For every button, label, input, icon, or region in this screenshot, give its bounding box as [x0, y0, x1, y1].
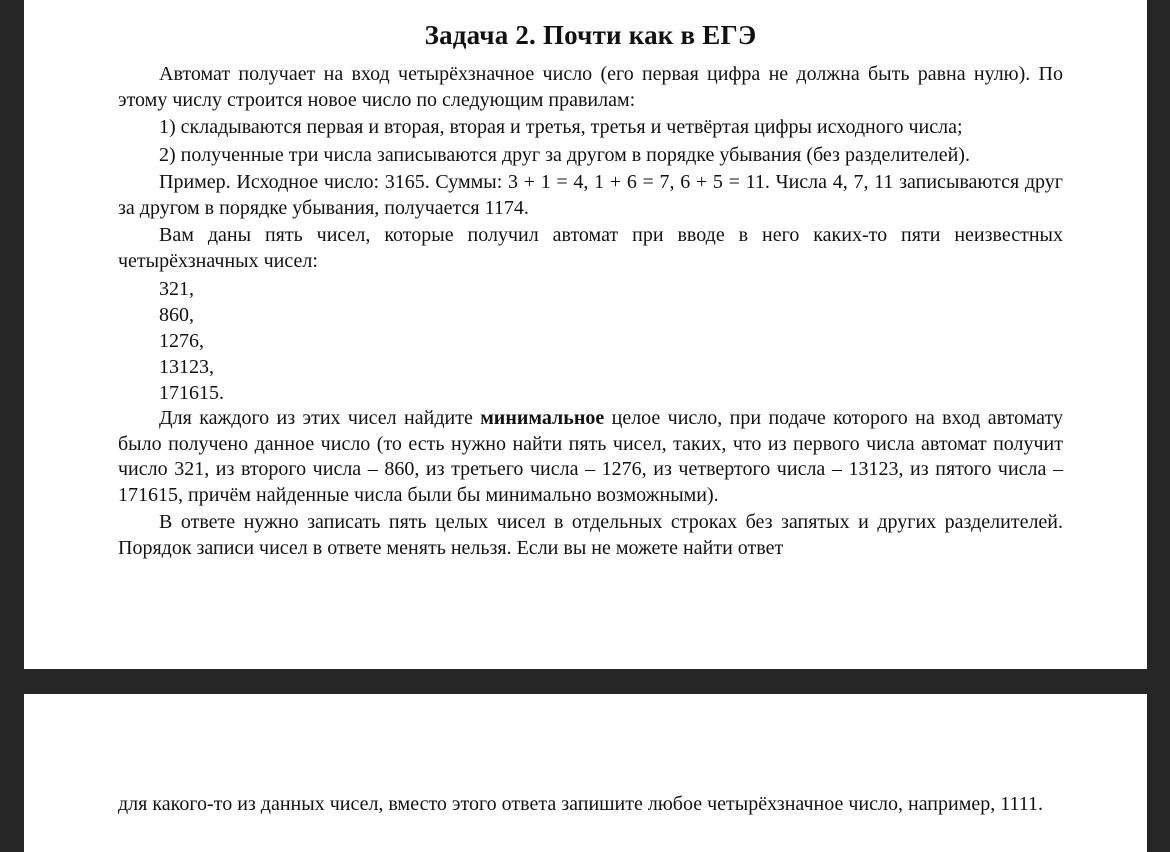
rule-2-paragraph: 2) полученные три числа записываются друг за другом в порядке убывания (без разделителей). [159, 143, 970, 166]
problem-title: Задача 2. Почти как в ЕГЭ [424, 20, 757, 50]
intro-paragraph: Автомат получает на вход четырёхзначное число (его первая цифра не должна быть равна нулю). По этому числу строится новое число по следующим правилам: [118, 63, 1063, 111]
page-1-content [118, 18, 1063, 563]
list-item: 171615. [159, 382, 224, 404]
task-text-end: целое число, при подаче которого на вход автомату было получено данное число (то есть нужно найти пять чисел, таких, что из первого числа автомат получит число 321, из второго числа – 860, из третьего числа – 1276, из четвертого числа – 13123, из пятого числа – 171615, причём найденные числа были бы минимально возможными). [118, 407, 1063, 506]
task-bold-word: минимальное [480, 407, 605, 429]
rule-1-paragraph: 1) складываются первая и вторая, вторая и третья, третья и четвёртая цифры исходного числа; [159, 116, 963, 138]
list-item: 860, [159, 304, 194, 326]
list-item: 1276, [159, 330, 204, 352]
page-2-content [118, 792, 1063, 820]
document-page-2 [24, 694, 1147, 852]
given-numbers-paragraph: Вам даны пять чисел, которые получил автомат при вводе в него каких-то пяти неизвестных четырёхзначных чисел: [118, 224, 1063, 272]
document-page-1 [24, 0, 1147, 669]
example-paragraph: Пример. Исходное число: 3165. Суммы: 3 + 1 = 4, 1 + 6 = 7, 6 + 5 = 11. Числа 4, 7, 11 записываются друг за другом в порядке убывания, получается 1174. [118, 171, 1063, 219]
task-text-start: Для каждого из этих чисел найдите [159, 407, 481, 429]
continuation-paragraph: для какого-то из данных чисел, вместо этого ответа запишите любое четырёхзначное число, например, 1111. [118, 793, 1044, 815]
list-item: 13123, [159, 356, 214, 378]
given-numbers-list [118, 276, 1063, 406]
list-item: 321, [159, 278, 194, 300]
task-paragraph [118, 406, 1063, 508]
answer-format-paragraph: В ответе нужно записать пять целых чисел в отдельных строках без запятых и других разделителей. Порядок записи чисел в ответе менять нельзя. Если вы не можете найти ответ [118, 511, 1063, 559]
